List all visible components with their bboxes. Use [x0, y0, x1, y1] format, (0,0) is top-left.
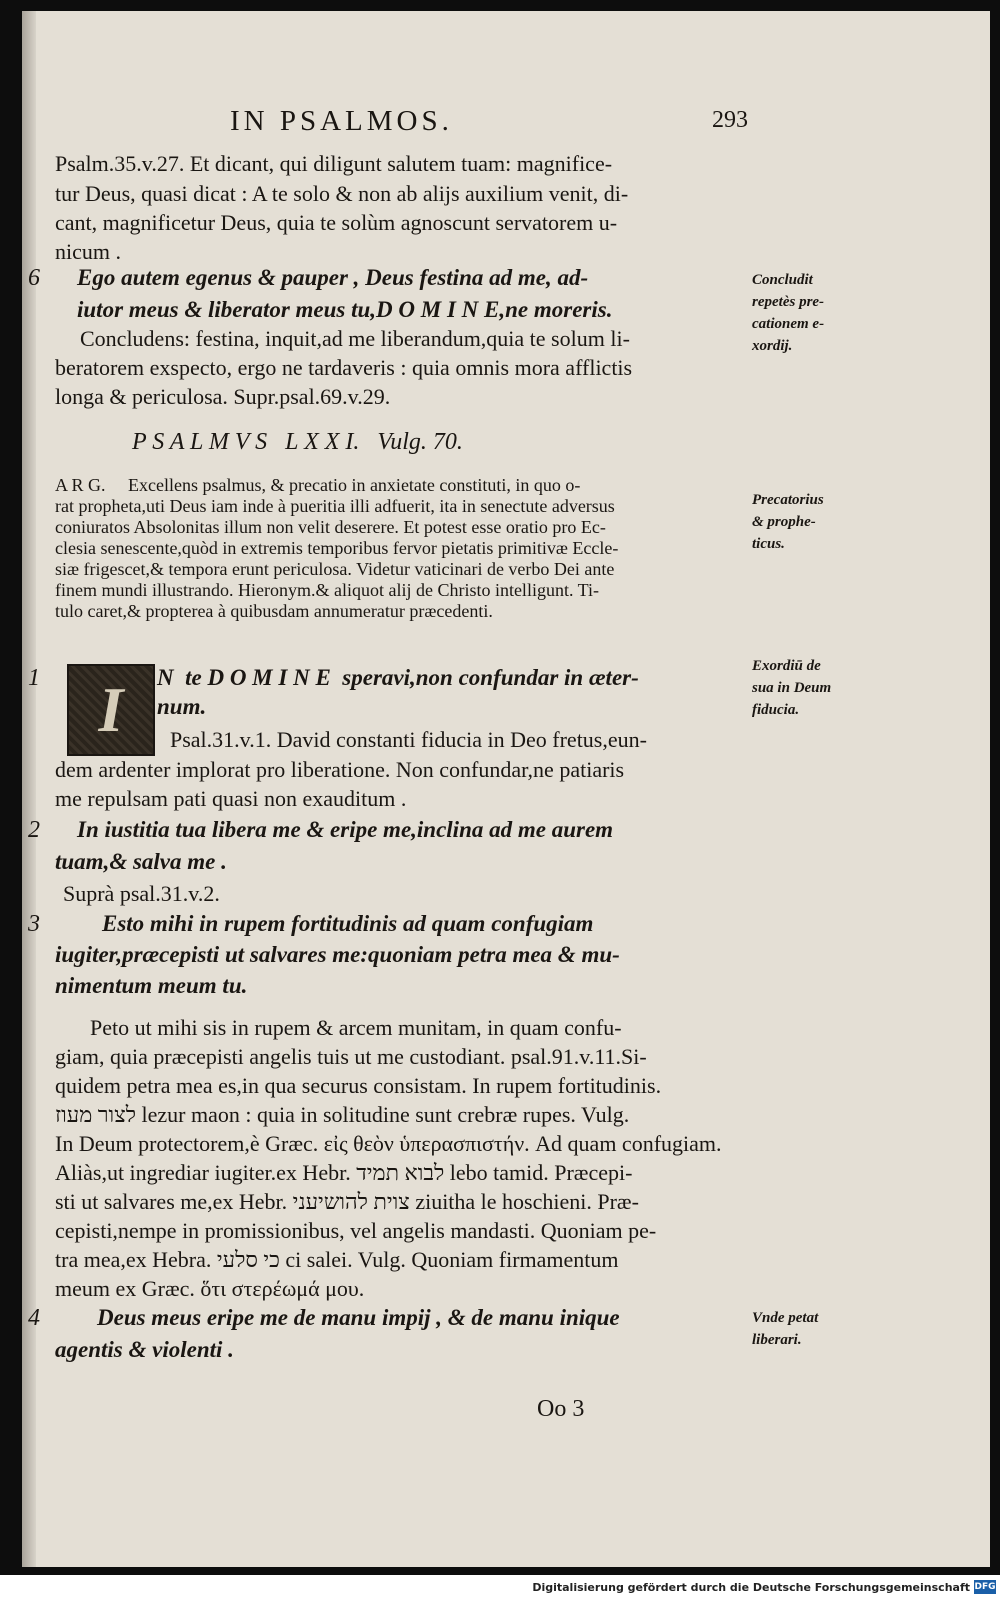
text-line: me repulsam pati quasi non exauditum . [55, 786, 407, 811]
text-line: quidem petra mea es,in qua securus consistam. In rupem fortitudinis. [55, 1073, 662, 1098]
verse-number: 3 [28, 911, 40, 937]
text-line: Aliàs,ut ingrediar iugiter.ex Hebr. לבוא תמיד lebo tamid. Præcepi- [55, 1160, 633, 1185]
text-line: tur Deus, quasi dicat : A te solo & non ab alijs auxilium venit, di- [55, 181, 629, 206]
text-line: A R G. Excellens psalmus, & precatio in anxietate constituti, in quo o- [55, 475, 581, 495]
text-line: לצור מעוז lezur maon : quia in solitudine sunt crebræ rupes. Vulg. [55, 1102, 630, 1127]
margin-note-line: & prophe- [752, 514, 816, 530]
verse-number: 2 [28, 817, 40, 843]
verse-line: iugiter,præcepisti ut salvares me:quoniam petra mea & mu- [55, 942, 620, 967]
text-line: tra mea,ex Hebra. כי סלעי ci salei. Vulg. Quoniam firmamentum [55, 1247, 619, 1272]
text-line: Suprà psal.31.v.2. [63, 881, 220, 906]
margin-note-line: fiducia. [752, 702, 800, 718]
text-line: Concludens: festina, inquit,ad me liberandum,quia te solum li- [80, 326, 630, 351]
ornamental-initial: I [67, 664, 155, 756]
verse-line: Esto mihi in rupem fortitudinis ad quam confugiam [102, 911, 594, 936]
text-line: beratorem exspecto, ergo ne tardaveris : quia omnis mora afflictis [55, 355, 633, 380]
margin-note-line: ticus. [752, 536, 785, 552]
verse-line: N te D O M I N E speravi,non confundar in æter- [157, 665, 639, 690]
footer-bar [0, 1575, 1000, 1601]
verse-line: tuam,& salva me . [55, 849, 227, 874]
text-line: finem mundi illustrando. Hieronym.& aliquot alij de Christo intelligunt. Ti- [55, 580, 599, 600]
text-line: longa & periculosa. Supr.psal.69.v.29. [55, 384, 391, 409]
text-line: rat propheta,uti Deus iam inde à pueritia illi adfuerit, ita in senectute adversus [55, 496, 615, 516]
margin-note-line: sua in Deum [752, 680, 832, 696]
margin-note-line: Concludit [752, 272, 813, 288]
text-line: tulo caret,& propterea à quibusdam annumeratur præcedenti. [55, 601, 493, 621]
text-line: meum ex Græc. ὅτι στερέωμά μου. [55, 1276, 365, 1301]
margin-note-line: Precatorius [752, 492, 824, 508]
text-line: Psal.31.v.1. David constanti fiducia in Deo fretus,eun- [170, 727, 647, 752]
verse-line: nimentum meum tu. [55, 973, 248, 998]
text-line: In Deum protectorem,è Græc. εἰς θεὸν ὑπερασπιστήν. Ad quam confugiam. [55, 1131, 722, 1156]
verse-number: 1 [28, 665, 40, 691]
text-line: giam, quia præcepisti angelis tuis ut me custodiant. psal.91.v.11.Si- [55, 1044, 647, 1069]
signature-mark: Oo 3 [537, 1396, 585, 1422]
margin-note [752, 269, 824, 357]
psalm-heading: P S A L M V S L X X I. Vulg. 70. [132, 429, 463, 455]
margin-note-line: Exordiū de [752, 658, 821, 674]
text-line: clesia senescente,quòd in extremis temporibus fervor pietatis primitivæ Eccle- [55, 538, 619, 558]
margin-note-line: cationem e- [752, 316, 825, 332]
margin-note-line: Vnde petat [752, 1310, 819, 1326]
book-page [22, 11, 990, 1567]
text-line: Peto ut mihi sis in rupem & arcem munitam, in quam confu- [90, 1015, 622, 1040]
text-line: nicum . [55, 239, 121, 264]
funding-credit: Digitalisierung gefördert durch die Deutsche Forschungsgemeinschaft [532, 1581, 970, 1594]
margin-note-line: repetès pre- [752, 294, 825, 310]
text-line: coniuratos Absolonitas illum non velit deserere. Et potest esse oratio pro Ec- [55, 517, 606, 537]
margin-note [752, 655, 831, 721]
running-head: IN PSALMOS. [230, 105, 453, 137]
margin-note-line: liberari. [752, 1332, 802, 1348]
text-line: cant, magnificetur Deus, quia te solùm agnoscunt servatorem u- [55, 210, 618, 235]
verse-line: num. [157, 694, 207, 719]
page-gutter [22, 11, 36, 1567]
margin-note [752, 1307, 818, 1351]
verse-line: iutor meus & liberator meus tu,D O M I N E,ne moreris. [77, 297, 613, 322]
verse-line: Deus meus eripe me de manu impij , & de manu inique [97, 1305, 620, 1330]
text-line: sti ut salvares me,ex Hebr. צוית להושיעני ziuitha le hoschieni. Præ- [55, 1189, 639, 1214]
text-line: cepisti,nempe in promissionibus, vel angelis mandasti. Quoniam pe- [55, 1218, 657, 1243]
text-line: Psalm.35.v.27. Et dicant, qui diligunt salutem tuam: magnifice- [55, 151, 613, 176]
dfg-logo: DFG [974, 1582, 996, 1592]
page-number: 293 [712, 107, 748, 133]
verse-number: 6 [28, 265, 40, 291]
text-line: dem ardenter implorat pro liberatione. Non confundar,ne patiaris [55, 757, 625, 782]
verse-line: In iustitia tua libera me & eripe me,inclina ad me aurem [77, 817, 614, 842]
text-line: siæ frigescet,& tempora erunt periculosa. Videtur vaticinari de verbo Dei ante [55, 559, 615, 579]
verse-line: agentis & violenti . [55, 1337, 234, 1362]
margin-note [752, 489, 824, 555]
verse-line: Ego autem egenus & pauper , Deus festina ad me, ad- [77, 265, 589, 290]
margin-note-line: xordij. [752, 338, 793, 354]
verse-number: 4 [28, 1305, 40, 1331]
